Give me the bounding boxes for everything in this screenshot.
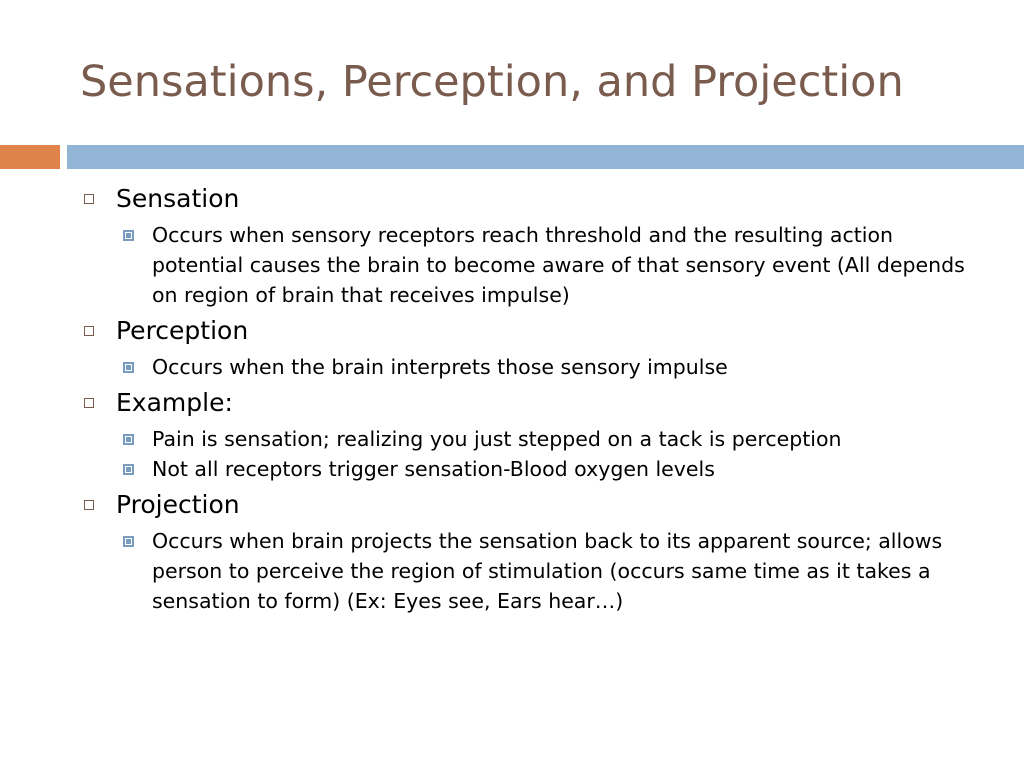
square-bullet-icon <box>84 194 94 204</box>
bullet-text: Projection <box>116 490 240 519</box>
square-bullet-icon <box>84 326 94 336</box>
sub-bullet-list <box>116 220 980 310</box>
filled-square-bullet-icon <box>123 536 134 547</box>
sub-bullet <box>116 352 980 382</box>
sub-bullet-list <box>116 424 980 484</box>
square-bullet-icon <box>84 398 94 408</box>
bullet-text: Perception <box>116 316 249 345</box>
filled-square-bullet-icon <box>123 362 134 373</box>
square-bullet-icon <box>84 500 94 510</box>
slide-title: Sensations, Perception, and Projection <box>80 57 904 107</box>
sub-bullet <box>116 424 980 454</box>
sub-bullet-text: Pain is sensation; realizing you just stepped on a tack is perception <box>152 427 842 451</box>
sub-bullet-text: Not all receptors trigger sensation-Blood oxygen levels <box>152 457 715 481</box>
bullet-sensation <box>80 182 980 310</box>
sub-bullet <box>116 526 980 616</box>
filled-square-bullet-icon <box>123 434 134 445</box>
bullet-text: Example: <box>116 388 233 417</box>
filled-square-bullet-icon <box>123 230 134 241</box>
sub-bullet-text: Occurs when brain projects the sensation back to its apparent source; allows person to perceive the region of stimulation (occurs same time as it takes a sensation to form) (Ex: Eyes see, Ears hear…) <box>152 529 943 613</box>
bullet-projection <box>80 488 980 616</box>
bullet-text: Sensation <box>116 184 240 213</box>
sub-bullet-text: Occurs when sensory receptors reach threshold and the resulting action potential causes the brain to become aware of that sensory event (All depends on region of brain that receives impulse) <box>152 223 965 307</box>
accent-bar-orange <box>0 145 60 169</box>
sub-bullet-list <box>116 352 980 382</box>
accent-bar-blue <box>67 145 1024 169</box>
bullet-list <box>80 182 980 616</box>
sub-bullet <box>116 220 980 310</box>
bullet-example <box>80 386 980 484</box>
bullet-perception <box>80 314 980 382</box>
sub-bullet-list <box>116 526 980 616</box>
sub-bullet <box>116 454 980 484</box>
filled-square-bullet-icon <box>123 464 134 475</box>
sub-bullet-text: Occurs when the brain interprets those sensory impulse <box>152 355 728 379</box>
